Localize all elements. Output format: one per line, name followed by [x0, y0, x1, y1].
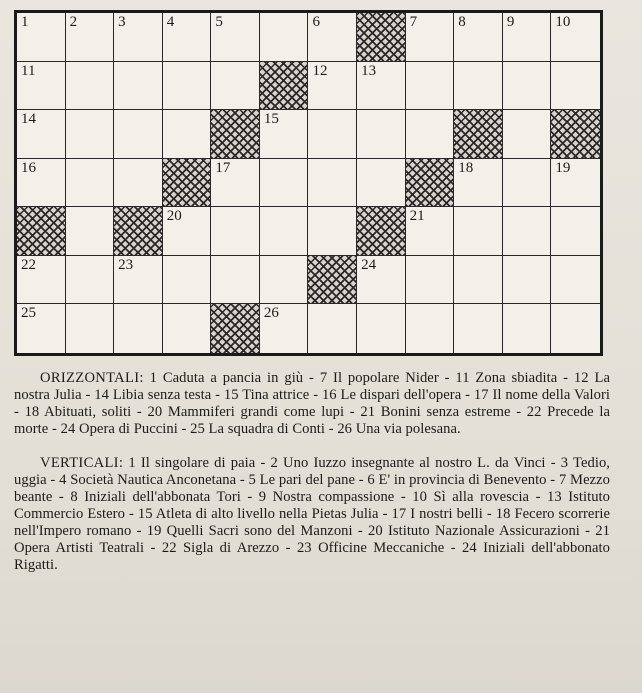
grid-cell[interactable] — [406, 110, 455, 159]
black-square — [211, 304, 260, 353]
clue-number: 12 — [312, 62, 328, 79]
grid-cell[interactable] — [17, 62, 66, 111]
grid-cell[interactable] — [114, 110, 163, 159]
grid-cell[interactable] — [211, 207, 260, 256]
grid-cell[interactable] — [406, 304, 455, 353]
grid-cell[interactable] — [454, 159, 503, 208]
clue-number: 11 — [21, 62, 36, 79]
grid-cell[interactable] — [66, 159, 115, 208]
grid-cell[interactable] — [357, 304, 406, 353]
grid-cell[interactable] — [66, 304, 115, 353]
grid-cell[interactable] — [114, 304, 163, 353]
grid-cell[interactable] — [66, 62, 115, 111]
grid-cell[interactable] — [503, 207, 552, 256]
grid-cell[interactable] — [551, 256, 600, 305]
clue-number: 3 — [118, 14, 126, 30]
black-square — [163, 159, 212, 208]
grid-cell[interactable] — [114, 62, 163, 111]
down-heading: VERTICALI: — [40, 455, 124, 471]
grid-cell[interactable] — [211, 159, 260, 208]
grid-cell[interactable] — [454, 62, 503, 111]
grid-cell[interactable] — [503, 13, 552, 62]
clue-number: 6 — [312, 14, 320, 30]
grid-cell[interactable] — [406, 62, 455, 111]
clue-number: 1 — [21, 14, 29, 30]
clues-section — [14, 370, 610, 574]
grid-cell[interactable] — [17, 159, 66, 208]
clue-number: 15 — [263, 111, 279, 128]
clue-number: 5 — [215, 14, 223, 30]
grid-cell[interactable] — [211, 256, 260, 305]
grid-cell[interactable] — [114, 256, 163, 305]
grid-cell[interactable] — [17, 110, 66, 159]
grid-cell[interactable] — [551, 13, 600, 62]
grid-cell[interactable] — [357, 159, 406, 208]
grid-cell[interactable] — [406, 256, 455, 305]
clue-number: 14 — [21, 111, 36, 128]
grid-cell[interactable] — [163, 207, 212, 256]
black-square — [308, 256, 357, 305]
crossword-grid — [14, 10, 603, 356]
grid-cell[interactable] — [260, 207, 309, 256]
across-clue-text: 1 Caduta a pancia in giù - 7 Il popolare Nider - 11 Zona sbiadita - 12 La nostra Julia - 14 Libia senza testa - 15 Tina attrice - 16 Le dispari dell'opera - 17 Il nome della Valori - 18 Abituati, soliti - 20 Mammiferi grandi come lupi - 21 Bonini senza estreme - 22 Precede la morte - 24 Opera di Puccini - 25 La squadra di Conti - 26 Una via polesana. — [14, 370, 610, 437]
clue-number: 26 — [263, 305, 279, 322]
clue-number: 9 — [506, 14, 515, 30]
clue-number: 23 — [118, 256, 134, 273]
grid-cell[interactable] — [308, 207, 357, 256]
grid-cell[interactable] — [114, 159, 163, 208]
grid-cell[interactable] — [66, 256, 115, 305]
grid-cell[interactable] — [66, 110, 115, 159]
clue-number: 7 — [409, 14, 418, 30]
grid-cell[interactable] — [66, 13, 115, 62]
grid-cell[interactable] — [454, 304, 503, 353]
grid-cell[interactable] — [357, 110, 406, 159]
grid-cell[interactable] — [260, 304, 309, 353]
clue-number: 18 — [458, 159, 474, 176]
grid-cell[interactable] — [260, 110, 309, 159]
clue-number: 21 — [409, 208, 425, 225]
black-square — [551, 110, 600, 159]
grid-cell[interactable] — [308, 304, 357, 353]
grid-cell[interactable] — [211, 13, 260, 62]
grid-cell[interactable] — [17, 13, 66, 62]
grid-cell[interactable] — [66, 207, 115, 256]
clue-number: 22 — [21, 256, 36, 273]
grid-cell[interactable] — [17, 304, 66, 353]
grid-cell[interactable] — [308, 13, 357, 62]
grid-cell[interactable] — [308, 159, 357, 208]
grid-cell[interactable] — [503, 110, 552, 159]
grid-cell[interactable] — [551, 207, 600, 256]
black-square — [357, 207, 406, 256]
grid-cell[interactable] — [551, 62, 600, 111]
grid-cell[interactable] — [503, 159, 552, 208]
across-clues — [14, 370, 610, 438]
clue-number: 2 — [69, 14, 78, 30]
clue-number: 25 — [21, 305, 36, 322]
grid-cell[interactable] — [503, 304, 552, 353]
grid-cell[interactable] — [454, 207, 503, 256]
grid-cell[interactable] — [551, 304, 600, 353]
grid-cell[interactable] — [357, 62, 406, 111]
clue-number: 20 — [166, 208, 182, 225]
black-square — [357, 13, 406, 62]
black-square — [454, 110, 503, 159]
clue-number: 10 — [555, 14, 571, 30]
grid-cell[interactable] — [454, 256, 503, 305]
grid-cell[interactable] — [551, 159, 600, 208]
black-square — [114, 207, 163, 256]
grid-cell[interactable] — [211, 62, 260, 111]
black-square — [406, 159, 455, 208]
down-clue-text: 1 Il singolare di paia - 2 Uno Iuzzo insegnante al nostro L. da Vinci - 3 Tedio, uggia - 4 Società Nautica Anconetana - 5 Le pari del pane - 6 E' in provincia di Benevento - 7 Mezzo beante - 8 Iniziali dell'abbonata Tori - 9 Nostra compassione - 10 Sì alla rovescia - 13 Istituto Commercio Estero - 15 Atleta di alto livello nella Pietas Julia - 17 I nostri belli - 18 Fecero scorrerie nell'Impero romano - 19 Quelli Sacri sono del Manzoni - 20 Istituto Nazionale Assicurazioni - 21 Opera Artisti Teatrali - 22 Sigla di Arezzo - 23 Officine Meccaniche - 24 Iniziali dell'abbonato Rigatti. — [14, 455, 610, 573]
grid-cell[interactable] — [503, 256, 552, 305]
black-square — [211, 110, 260, 159]
grid-cell[interactable] — [454, 13, 503, 62]
across-heading: ORIZZONTALI: — [40, 370, 144, 386]
grid-cell[interactable] — [163, 304, 212, 353]
grid-cell[interactable] — [163, 62, 212, 111]
clue-number: 16 — [21, 159, 36, 176]
black-square — [260, 62, 309, 111]
grid-cell[interactable] — [406, 13, 455, 62]
down-clues — [14, 455, 610, 574]
grid-cell[interactable] — [308, 110, 357, 159]
grid-cell[interactable] — [357, 256, 406, 305]
grid-cell[interactable] — [17, 256, 66, 305]
black-square — [17, 207, 66, 256]
grid-cell[interactable] — [163, 256, 212, 305]
clue-number: 24 — [361, 256, 377, 273]
grid-cell[interactable] — [406, 207, 455, 256]
clue-number: 19 — [555, 159, 571, 176]
grid-cell[interactable] — [163, 13, 212, 62]
grid-cell[interactable] — [163, 110, 212, 159]
grid-cell[interactable] — [308, 62, 357, 111]
grid-cell[interactable] — [260, 13, 309, 62]
grid-cell[interactable] — [114, 13, 163, 62]
clue-number: 4 — [166, 14, 175, 30]
grid-cell[interactable] — [260, 256, 309, 305]
clue-number: 17 — [215, 159, 231, 176]
clue-number: 8 — [458, 14, 466, 30]
grid-cell[interactable] — [503, 62, 552, 111]
grid-cell[interactable] — [260, 159, 309, 208]
clue-number: 13 — [361, 62, 377, 79]
